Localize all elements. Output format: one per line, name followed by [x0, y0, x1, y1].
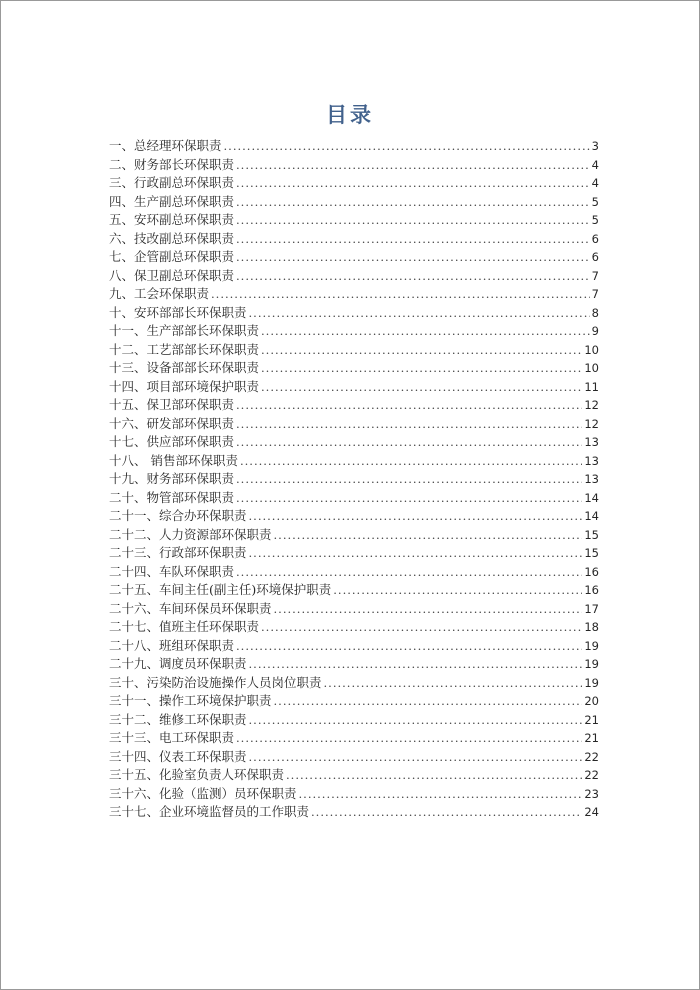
toc-entry-page-number: 22: [584, 749, 599, 764]
toc-dot-leader: [236, 267, 590, 286]
toc-entry-label: 十五、保卫部环保职责: [109, 397, 235, 412]
toc-entry[interactable]: [109, 174, 599, 193]
toc-entry[interactable]: [109, 285, 599, 304]
toc-entry-page-number: 12: [584, 398, 599, 412]
toc-dot-leader: [236, 193, 590, 212]
toc-dot-leader: [249, 748, 583, 767]
toc-entry-label: 十三、设备部部长环保职责: [109, 360, 260, 375]
toc-entry-page-number: 15: [584, 527, 599, 542]
toc-dot-leader: [236, 156, 590, 175]
toc-dot-leader: [261, 378, 582, 397]
toc-entry-page-number: 10: [584, 361, 599, 375]
toc-entry-page-number: 17: [584, 601, 599, 616]
toc-entry-label: 七、企管副总环保职责: [109, 249, 235, 264]
toc-entry-label: 三十四、仪表工环保职责: [109, 748, 247, 764]
toc-entry-label: 二十九、调度员环保职责: [109, 656, 247, 671]
toc-entry-page-number: 19: [584, 638, 599, 653]
toc-entry[interactable]: [109, 322, 599, 341]
toc-entry[interactable]: [109, 618, 599, 637]
toc-entry[interactable]: [109, 341, 599, 360]
toc-title: 目录: [326, 102, 374, 127]
toc-dot-leader: [299, 785, 583, 804]
toc-entry-page-number: 23: [584, 786, 599, 801]
toc-entry-page-number: 19: [584, 657, 599, 671]
toc-entry[interactable]: [109, 359, 599, 378]
toc-entry-label: 二十三、行政部环保职责: [109, 545, 247, 560]
toc-dot-leader: [274, 600, 583, 619]
toc-entry-page-number: 13: [584, 453, 599, 468]
toc-entry[interactable]: [109, 378, 599, 397]
toc-entry-label: 二十、物管部环保职责: [109, 489, 235, 505]
toc-entry[interactable]: [109, 156, 599, 175]
toc-entry-label: 二十一、综合办环保职责: [109, 508, 247, 523]
toc-entry[interactable]: [109, 692, 599, 711]
toc-entry[interactable]: [109, 544, 599, 563]
toc-entry[interactable]: [109, 729, 599, 748]
toc-entry-label: 十四、项目部环境保护职责: [109, 378, 260, 394]
toc-entry[interactable]: [109, 193, 599, 212]
toc-dot-leader: [236, 729, 582, 748]
toc-entry[interactable]: [109, 526, 599, 545]
toc-dot-leader: [236, 174, 590, 193]
toc-dot-leader: [236, 211, 590, 230]
toc-entry-label: 十一、生产部部长环保职责: [109, 323, 260, 338]
toc-dot-leader: [261, 341, 582, 360]
toc-entry-label: 三十二、维修工环保职责: [109, 711, 247, 727]
toc-entry-page-number: 24: [584, 805, 599, 819]
toc-entry-label: 三十七、企业环境监督员的工作职责: [109, 804, 310, 819]
toc-dot-leader: [286, 766, 582, 785]
toc-entry[interactable]: [109, 267, 599, 286]
toc-dot-leader: [211, 285, 590, 304]
toc-entry[interactable]: [109, 674, 599, 693]
toc-entry-page-number: 15: [584, 546, 599, 560]
toc-entry[interactable]: [109, 637, 599, 656]
toc-entry-page-number: 21: [584, 712, 599, 727]
toc-entry-page-number: 7: [591, 268, 599, 283]
toc-entry-page-number: 6: [591, 231, 599, 246]
toc-dot-leader: [236, 248, 590, 267]
toc-entry[interactable]: [109, 415, 599, 434]
toc-entry[interactable]: [109, 803, 599, 822]
toc-entry-label: 三十三、电工环保职责: [109, 730, 235, 745]
toc-entry-label: 十九、财务部环保职责: [109, 471, 235, 486]
toc-entry[interactable]: [109, 711, 599, 730]
toc-entry-label: 四、生产副总环保职责: [109, 193, 235, 209]
toc-entry[interactable]: [109, 452, 599, 471]
toc-entry-label: 九、工会环保职责: [109, 286, 210, 301]
toc-list: [1, 137, 699, 822]
toc-dot-leader: [236, 396, 582, 415]
toc-entry[interactable]: [109, 248, 599, 267]
toc-entry-page-number: 4: [591, 176, 599, 190]
toc-entry[interactable]: [109, 507, 599, 526]
toc-entry-page-number: 3: [591, 139, 599, 153]
toc-dot-leader: [236, 433, 582, 452]
toc-dot-leader: [261, 359, 582, 378]
toc-entry[interactable]: [109, 489, 599, 508]
toc-entry-label: 十八、 销售部环保职责: [109, 452, 238, 468]
toc-entry[interactable]: [109, 748, 599, 767]
toc-entry[interactable]: [109, 470, 599, 489]
toc-dot-leader: [274, 526, 583, 545]
toc-entry-label: 二十八、班组环保职责: [109, 637, 235, 653]
toc-entry-label: 八、保卫副总环保职责: [109, 267, 235, 283]
toc-dot-leader: [236, 470, 582, 489]
toc-entry[interactable]: [109, 655, 599, 674]
toc-dot-leader: [236, 415, 582, 434]
toc-dot-leader: [236, 230, 590, 249]
toc-dot-leader: [224, 137, 590, 156]
toc-entry-label: 三十一、操作工环境保护职责: [109, 693, 272, 708]
toc-entry-page-number: 14: [584, 490, 599, 505]
toc-entry-label: 三十五、化验室负责人环保职责: [109, 767, 285, 782]
toc-entry-page-number: 8: [591, 305, 599, 320]
toc-entry-page-number: 16: [584, 564, 599, 579]
toc-entry-page-number: 12: [584, 416, 599, 431]
toc-dot-leader: [240, 452, 582, 471]
toc-dot-leader: [249, 507, 583, 526]
toc-entry-label: 五、安环副总环保职责: [109, 212, 235, 227]
toc-entry[interactable]: [109, 230, 599, 249]
toc-entry-page-number: 4: [591, 157, 599, 172]
toc-entry-label: 十六、研发部环保职责: [109, 415, 235, 431]
toc-dot-leader: [261, 322, 590, 341]
toc-entry-label: 三、行政副总环保职责: [109, 175, 235, 190]
toc-entry[interactable]: [109, 581, 599, 600]
toc-entry-page-number: 22: [584, 768, 599, 782]
toc-entry[interactable]: [109, 304, 599, 323]
toc-entry-label: 二十二、人力资源部环保职责: [109, 526, 272, 542]
toc-entry-page-number: 6: [591, 250, 599, 264]
toc-entry-label: 十二、工艺部部长环保职责: [109, 341, 260, 357]
toc-entry-page-number: 14: [584, 509, 599, 523]
toc-entry-page-number: 10: [584, 342, 599, 357]
toc-dot-leader: [249, 711, 583, 730]
toc-entry-page-number: 11: [584, 379, 599, 394]
toc-dot-leader: [236, 563, 582, 582]
toc-dot-leader: [324, 674, 583, 693]
toc-entry[interactable]: [109, 433, 599, 452]
toc-entry-page-number: 21: [584, 731, 599, 745]
toc-entry-label: 二、财务部长环保职责: [109, 156, 235, 172]
toc-entry-label: 十七、供应部环保职责: [109, 434, 235, 449]
toc-entry-label: 一、总经理环保职责: [109, 138, 222, 153]
toc-dot-leader: [274, 692, 583, 711]
toc-dot-leader: [236, 637, 582, 656]
toc-entry-page-number: 5: [591, 213, 599, 227]
toc-dot-leader: [311, 803, 582, 822]
toc-entry-page-number: 18: [584, 620, 599, 634]
toc-entry[interactable]: [109, 137, 599, 156]
toc-entry-label: 十、安环部部长环保职责: [109, 304, 247, 320]
toc-entry-label: 三十六、化验（监测）员环保职责: [109, 785, 297, 801]
toc-entry-page-number: 9: [591, 324, 599, 338]
toc-entry[interactable]: [109, 211, 599, 230]
toc-dot-leader: [249, 544, 583, 563]
toc-entry-page-number: 16: [584, 583, 599, 597]
toc-entry-page-number: 20: [584, 694, 599, 708]
toc-entry-page-number: 7: [591, 287, 599, 301]
toc-entry-page-number: 13: [584, 472, 599, 486]
toc-entry-label: 六、技改副总环保职责: [109, 230, 235, 246]
toc-dot-leader: [236, 489, 582, 508]
toc-entry-label: 二十六、车间环保员环保职责: [109, 600, 272, 616]
toc-dot-leader: [333, 581, 582, 600]
toc-entry[interactable]: [109, 396, 599, 415]
toc-entry-label: 二十七、值班主任环保职责: [109, 619, 260, 634]
toc-entry[interactable]: [109, 600, 599, 619]
toc-dot-leader: [249, 304, 590, 323]
toc-entry[interactable]: [109, 766, 599, 785]
toc-dot-leader: [261, 618, 582, 637]
toc-entry[interactable]: [109, 563, 599, 582]
toc-entry[interactable]: [109, 785, 599, 804]
toc-entry-page-number: 13: [584, 435, 599, 449]
toc-entry-label: 三十、污染防治设施操作人员岗位职责: [109, 674, 322, 690]
toc-entry-label: 二十四、车队环保职责: [109, 563, 235, 579]
toc-dot-leader: [249, 655, 583, 674]
toc-entry-page-number: 19: [584, 675, 599, 690]
toc-entry-page-number: 5: [591, 194, 599, 209]
toc-entry-label: 二十五、车间主任(副主任)环境保护职责: [109, 582, 332, 597]
